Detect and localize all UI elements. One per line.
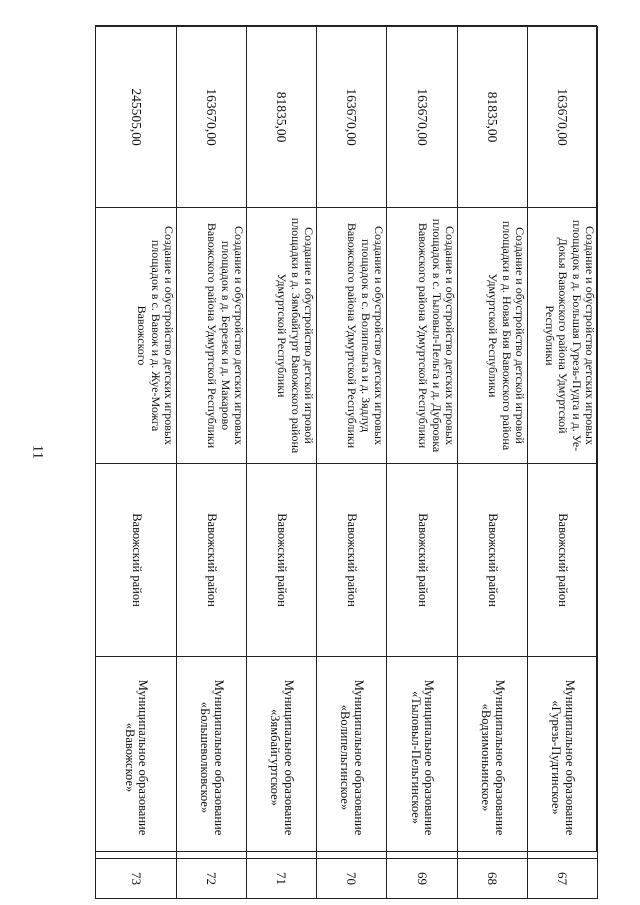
district-cell: Вавожский район	[317, 464, 387, 657]
table-row	[177, 27, 247, 899]
amount-cell: 163670,00	[317, 27, 387, 208]
description-cell: Создание и обустройство детской игровой площадки в д. Новая Бия Вавожского района Удмуртской Республики	[458, 208, 528, 464]
page-number: 11	[29, 444, 46, 460]
amount-cell: 81835,00	[247, 27, 317, 208]
district-cell: Вавожский район	[528, 464, 598, 657]
district-cell: Вавожский район	[247, 464, 317, 657]
district-cell: Вавожский район	[387, 464, 458, 657]
table-row	[528, 27, 598, 899]
amount-cell: 245505,00	[96, 27, 177, 208]
district-cell: Вавожский район	[177, 464, 247, 657]
description-cell: Создание и обустройство детских игровых площадок в с. Тыловыл-Пельга и д. Дубровка Вавожского района Удмуртской Республики	[387, 208, 458, 464]
amount-cell: 81835,00	[458, 27, 528, 208]
row-number-cell: 72	[177, 859, 247, 899]
amount-cell: 163670,00	[177, 27, 247, 208]
document-table-wrapper	[95, 25, 597, 885]
funding-table	[95, 26, 598, 899]
description-cell: Создание и обустройство детских игровых площадок в д. Березек и д. Макарово Вавожского района Удмуртской Республики	[177, 208, 247, 464]
municipality-cell: Муниципальное образование «Водзимоньинское»	[458, 657, 528, 859]
description-cell: Создание и обустройство детских игровых площадок в с. Волипельга и д. Зядлуд Вавожского района Удмуртской Республики	[317, 208, 387, 464]
municipality-cell: Муниципальное образование «Зямбайгуртское»	[247, 657, 317, 859]
district-cell: Вавожский район	[96, 464, 177, 657]
description-cell: Создание и обустройство детских игровых площадок в д. Большая Гурезь-Пудга и д. Уе-Докья Вавожского района Удмуртской Республики	[528, 208, 598, 464]
row-number-cell: 73	[96, 859, 177, 899]
row-number-cell: 67	[528, 859, 598, 899]
table-row	[96, 27, 177, 899]
municipality-cell: Муниципальное образование «Вавожское»	[96, 657, 177, 859]
table-row	[247, 27, 317, 899]
municipality-cell: Муниципальное образование «Тыловыл-Пельгинское»	[387, 657, 458, 859]
table-row	[458, 27, 528, 899]
district-cell: Вавожский район	[458, 464, 528, 657]
municipality-cell: Муниципальное образование «Большеволковское»	[177, 657, 247, 859]
row-number-cell: 69	[387, 859, 458, 899]
table-row	[317, 27, 387, 899]
row-number-cell: 71	[247, 859, 317, 899]
amount-cell: 163670,00	[528, 27, 598, 208]
row-number-cell: 68	[458, 859, 528, 899]
row-number-cell: 70	[317, 859, 387, 899]
table-body	[96, 27, 598, 899]
description-cell: Создание и обустройство детской игровой площадки в д. Зямбайгурт Вавожского района Удмуртской Республики	[247, 208, 317, 464]
amount-cell: 163670,00	[387, 27, 458, 208]
municipality-cell: Муниципальное образование «Гурезь-Пудгинское»	[528, 657, 598, 859]
municipality-cell: Муниципальное образование «Волипельгинское»	[317, 657, 387, 859]
table-row	[387, 27, 458, 899]
description-cell: Создание и обустройство детских игровых площадок в с. Вавож и д. Жуе-Можга Вавожского	[96, 208, 177, 464]
